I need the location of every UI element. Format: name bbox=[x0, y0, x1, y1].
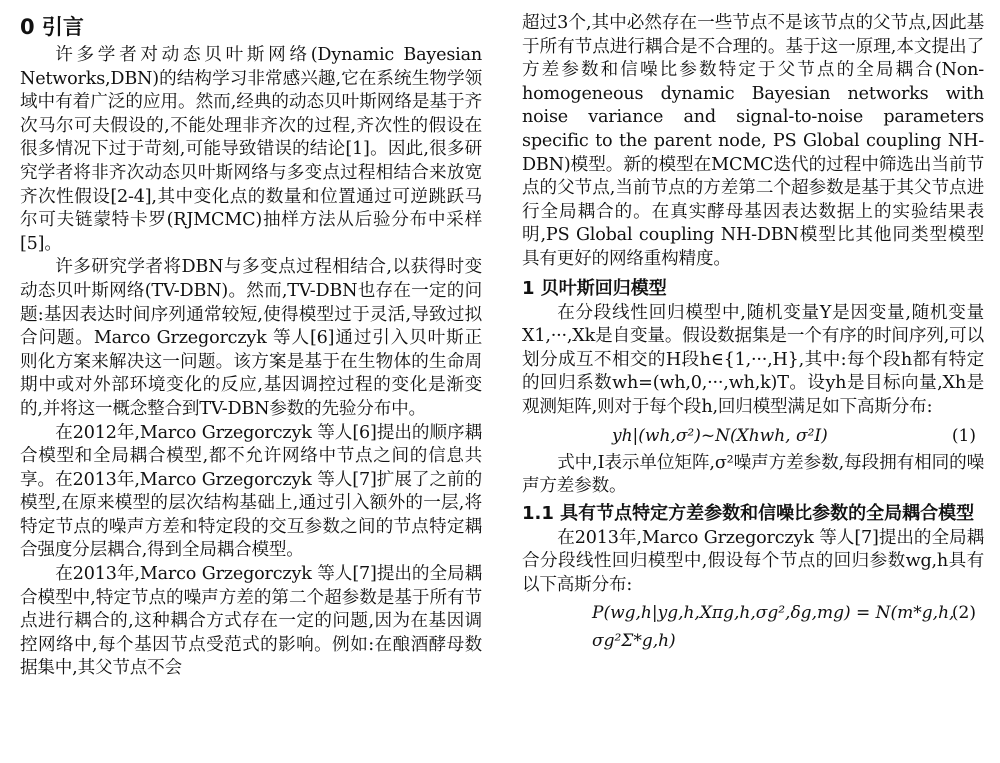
section-heading-bayesian-regression: 1 贝叶斯回归模型 bbox=[522, 277, 667, 299]
equation-2-body: P(wg,h|yg,h,Xπg,h,σg²,δg,mg) = N(m*g,h, σg²Σ*g,h) bbox=[592, 603, 955, 652]
paragraph: 在分段线性回归模型中,随机变量Y是因变量,随机变量X1,···,Xk是自变量。假设数据集是一个有序的时间序列,可以划分成互不相交的H段h∈{1,···,H},其中:每个段h都有特定的回归系数wh=(wh,0,···,wh,k)T。设yh是目标向量,Xh是观测矩阵,则对于每个段h,回归模型满足如下高斯分布: bbox=[522, 302, 984, 417]
equation-1 bbox=[522, 422, 984, 450]
paragraph-continued: 超过3个,其中必然存在一些节点不是该节点的父节点,因此基于所有节点进行耦合是不合理的。基于这一原理,本文提出了方差参数和信噪比参数特定于父节点的全局耦合(Non-homogeneous dynamic Bayesian networks with noise variance and signal-to-noise parameters specific to the parent node, PS Global coupling NH-DBN)模型。新的模型在MCMC迭代的过程中筛选出当前节点的父节点,当前节点的方差第二个超参数是基于其父节点进行全局耦合的。在真实酵母基因表达数据上的实验结果表明,PS Global coupling NH-DBN模型比其他同类型模型具有更好的网络重构精度。 bbox=[522, 13, 984, 269]
paragraph: 在2013年,Marco Grzegorczyk 等人[7]提出的全局耦合模型中,特定节点的噪声方差的第二个超参数是基于所有节点进行耦合的,这种耦合方式存在一定的问题,因为在基因调控网络中,每个基因节点受范式的影响。例如:在酿酒酵母数据集中,其父节点不会 bbox=[20, 564, 482, 679]
equation-1-body: yh|(wh,σ²)~N(Xhwh, σ²I) bbox=[612, 425, 828, 446]
paragraph: 在2013年,Marco Grzegorczyk 等人[7]提出的全局耦合分段线性回归模型中,假设每个节点的回归参数wg,h具有以下高斯分布: bbox=[522, 527, 984, 595]
equation-2 bbox=[522, 599, 984, 652]
right-column bbox=[522, 0, 984, 652]
paragraph: 许多学者对动态贝叶斯网络(Dynamic Bayesian Networks,DBN)的结构学习非常感兴趣,它在系统生物学领域中有着广泛的应用。然而,经典的动态贝叶斯网络是基于齐次马尔可夫假设的,不能处理非齐次的过程,齐次性的假设在很多情况下过于苛刻,可能导致错误的结论[1]。因此,很多研究学者将非齐次动态贝叶斯网络与多变点过程相结合来放宽齐次性假设[2-4],其中变化点的数量和位置通过可逆跳跃马尔可夫链蒙特卡罗(RJMCMC)抽样方法从后验分布中采样[5]。 bbox=[20, 45, 482, 254]
paragraph: 许多研究学者将DBN与多变点过程相结合,以获得时变动态贝叶斯网络(TV-DBN)。然而,TV-DBN也存在一定的问题:基因表达时间序列通常较短,使得模型过于灵活,导致过拟合问题。Marco Grzegorczyk 等人[6]通过引入贝叶斯正则化方案来解决这一问题。该方案是基于在生物体的生命周期中或对外部环境变化的反应,基因调控过程的变化是渐变的,并将这一概念整合到TV-DBN参数的先验分布中。 bbox=[20, 257, 482, 419]
equation-2-number: (2) bbox=[951, 603, 976, 624]
paragraph: 在2012年,Marco Grzegorczyk 等人[6]提出的顺序耦合模型和全局耦合模型,都不允许网络中节点之间的信息共享。在2013年,Marco Grzegorczyk 等人[7]扩展了之前的模型,在原来模型的层次结构基础上,通过引入额外的一层,将特定节点的噪声方差和特定段的交互参数之间的节点特定耦合强度分层耦合,得到全局耦合模型。 bbox=[20, 422, 482, 561]
section-heading-intro: 0 引言 bbox=[20, 15, 84, 39]
paragraph: 式中,I表示单位矩阵,σ²噪声方差参数,每段拥有相同的噪声方差参数。 bbox=[522, 452, 984, 497]
subsection-heading: 1.1 具有节点特定方差参数和信噪比参数的全局耦合模型 bbox=[522, 502, 975, 524]
left-column bbox=[20, 0, 482, 681]
equation-1-number: (1) bbox=[951, 425, 976, 446]
